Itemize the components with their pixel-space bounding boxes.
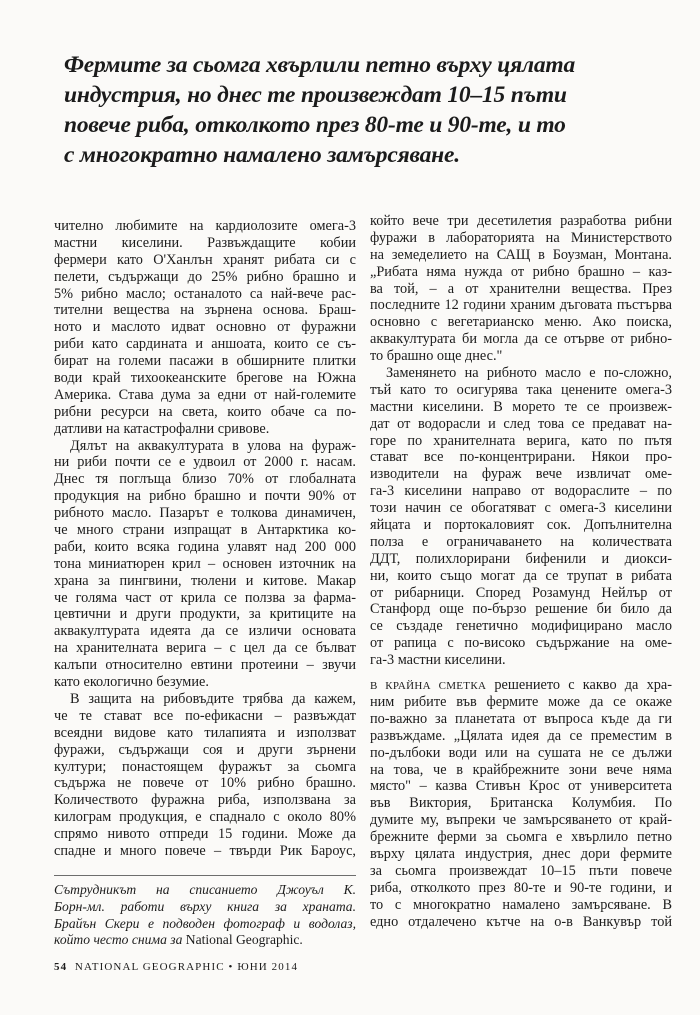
text-line: че голяма част от крила се ползва за фарма-: [54, 589, 356, 606]
text-line: мастни киселини. Развъждащите кобии: [54, 234, 356, 251]
text-line: мастни киселини. В морето те се произвеж-: [370, 398, 672, 415]
text-line: брежните ферми за сьомга е хвърлило петно: [370, 829, 672, 846]
text-line: върху цялата индустрия, днес дори фермите: [370, 845, 672, 862]
author-bio: [54, 875, 356, 949]
text-line: то брашно още днес.": [370, 348, 503, 365]
text-line: аквакултурата би могла да се отърве от рибно-: [370, 331, 672, 348]
bio-text: който често снима за: [54, 932, 186, 948]
text-line: Дялът на аквакултурата в улова на фураж-: [70, 437, 356, 454]
text-line: [370, 677, 672, 694]
text-line: който вече три десетилетия разработва рибни: [370, 213, 672, 229]
text-line: едно отдалечено кътче на о-в Ванкувър той: [370, 913, 672, 930]
text-line: пелети, съдържащи до 25% рибно брашно и: [54, 268, 356, 285]
text-line: място" – казва Стивън Крос от университета: [370, 778, 672, 795]
text-line: аквакултурата идеята да се изличи основата: [54, 623, 356, 640]
pull-quote: [64, 50, 594, 170]
text-line: спадне и много повече – твърди Рик Бароус,: [54, 842, 356, 859]
text-line: га-3 киселини направо от водораслите – по: [370, 483, 672, 500]
text-line: основно с вегетарианско меню. Ако поиска,: [370, 314, 672, 331]
text-line: то с многократно намалено замърсяване. В: [370, 896, 672, 913]
text-line: храна за пингвини, тюлени и китове. Макар: [54, 572, 356, 589]
text-line: фуражи в лабораторията на Министерството: [370, 229, 672, 246]
text-line: на това, че в крайбрежните зони вече няма: [370, 761, 672, 778]
text-line: В защита на рибовъдите трябва да кажем,: [70, 690, 356, 707]
left-paragraph-1: [54, 218, 356, 438]
text-line: всеядни видове като тилапията и използват: [54, 724, 356, 741]
right-column: [370, 213, 672, 930]
text-line: развъждаме. „Цялата идея да се преместим в: [370, 727, 672, 744]
left-paragraph-2: [54, 438, 356, 691]
text-line: по-дълбоки води или на сушата не се дължи: [370, 744, 672, 761]
text-line: ва той, – а от хранителни вещества. През: [370, 280, 672, 297]
text-line: на хранителната верига – с цел да се бълват: [54, 640, 356, 657]
text-line: от рибарници. Според Розамунд Нейлър от: [370, 584, 672, 601]
text-run: решението с какво да хра-: [486, 677, 672, 694]
text-line: Заменянето на рибното масло е по-сложно,: [386, 365, 672, 382]
bio-period: .: [299, 932, 303, 948]
text-line: риба, отколкото през 80-те и 90-те години, и: [370, 879, 672, 896]
text-line: думите му, въпреки че замърсяването от край-: [370, 812, 672, 829]
text-line: на земеделието на САЩ в Боузман, Монтана.: [370, 246, 672, 263]
pull-quote-line: повече риба, отколкото през 80-те и 90-те, и то: [64, 112, 566, 138]
pull-quote-line: с многократно намалено замърсяване.: [64, 142, 460, 168]
bio-line: [54, 932, 356, 949]
right-paragraph-1: [370, 213, 672, 365]
text-line: дат от водорасли и след това се предават на-: [370, 415, 672, 432]
pull-quote-line: Фермите за сьомга хвърлили петно върху цялата: [64, 52, 576, 78]
text-line: като екологично безумие.: [54, 674, 209, 691]
text-line: фуражи, съдържащи соя и други зърнени: [54, 741, 356, 758]
text-line: от рапица с по-високо съдържание на оме-: [370, 635, 672, 652]
text-line: продукция на рибно брашно и почти 90% от: [54, 488, 356, 505]
text-line: Количеството фуражна риба, използвана за: [54, 792, 356, 809]
text-line: га-3 мастни киселини.: [370, 652, 506, 669]
text-line: съдържа не повече от 10% рибно брашно.: [54, 775, 356, 792]
text-line: последните 12 години храним дъговата пъстърва: [370, 297, 672, 314]
text-line: за сьомга произвеждат 10–15 пъти повече: [370, 862, 672, 879]
text-line: ното и маслото идват основно от фуражни: [54, 319, 356, 336]
bio-line: Сътрудникът на списанието Джоуъл К.: [54, 882, 356, 897]
magazine-name: NATIONAL GEOGRAPHIC: [74, 961, 225, 973]
text-line: тителни вещества на зърнена основа. Браш-: [54, 302, 356, 319]
text-line: тона миниатюрен крил – основен източник на: [54, 555, 356, 572]
bio-line: Брайън Скери е подводен фотограф и водолаз,: [54, 915, 356, 931]
text-line: полза е ограничаването на количествата: [370, 533, 672, 550]
text-line: ни, които също могат да се трупат в рибата: [370, 567, 672, 584]
text-line: стават все по-концентрирани. Някои про-: [370, 449, 672, 466]
separator-bullet: •: [228, 961, 234, 973]
text-line: бират на големи пасажи в обширните плитки: [54, 353, 356, 370]
text-line: риби като сардината и аншоата, които се съ-: [54, 336, 356, 353]
text-line: Станфорд още по-бързо решение би било да: [370, 601, 672, 618]
text-line: че те стават все по-ефикасни – развъждат: [54, 707, 356, 724]
text-line: рибното масло. Пазарът е толкова динамичен,: [54, 505, 356, 522]
text-line: килограм продукция, е спаднало с около 80%: [54, 809, 356, 826]
text-line: чително любимите на кардиолозите омега-3: [54, 218, 356, 234]
text-line: цевтични и други продукти, за критиците на: [54, 606, 356, 623]
text-line: раби, които всяка година улавят над 200 000: [54, 538, 356, 555]
pull-quote-line: индустрия, но днес те произвеждат 10–15 пъти: [64, 82, 567, 108]
text-line: ни риби почти се е удвоил от 2000 г. насам.: [54, 454, 356, 471]
text-line: 5% рибно масло; останалото са най-вече рас-: [54, 285, 356, 302]
text-line: ДДТ, полихлорирани бифенили и диокси-: [370, 550, 672, 567]
text-line: яйцата и портокаловият сок. Допълнителна: [370, 517, 672, 534]
text-line: фермери като О'Ханлън хранят рибата си с: [54, 251, 356, 268]
text-line: спрямо нивото отпреди 15 години. Може да: [54, 826, 356, 843]
bio-magazine-name: National Geographic: [185, 932, 300, 948]
text-line: ним рибите във фермите може да се окаже: [370, 693, 672, 710]
text-line: Америка. Става дума за едни от най-големите: [54, 386, 356, 403]
section-break: [370, 669, 672, 677]
text-line: по-важно за планетата от въпроса къде да ги: [370, 710, 672, 727]
page-footer: [54, 961, 298, 973]
text-line: калъпи относително евтини протеини – звучи: [54, 657, 356, 674]
text-line: води край тихоокеанските брегове на Южна: [54, 370, 356, 387]
text-line: култури; понастоящем фуражът за сьомга: [54, 758, 356, 775]
text-line: горе по хранителната верига, като по пътя: [370, 432, 672, 449]
text-line: рибни ресурси на света, които обаче са по-: [54, 403, 356, 420]
right-paragraph-3: [370, 677, 672, 930]
text-line: датливи на катастрофални сривове.: [54, 420, 270, 437]
text-line: този начин се обогатяват с омега-3 киселини: [370, 500, 672, 517]
text-line: се създаде генетично модифицирано масло: [370, 618, 672, 635]
text-line: „Рибата няма нужда от рибно брашно – каз-: [370, 263, 672, 280]
text-line: Днес тя поглъща близо 70% от глобалната: [54, 471, 356, 488]
left-paragraph-3: [54, 691, 356, 860]
issue-date: ЮНИ 2014: [237, 961, 299, 973]
right-paragraph-2: [370, 365, 672, 669]
lead-in-caps: В КРАЙНА СМЕТКА: [370, 680, 487, 693]
page-number: 54: [54, 961, 68, 973]
left-column: [54, 218, 356, 860]
text-line: във Виктория, Британска Колумбия. По: [370, 795, 672, 812]
text-line: тъй като то осигурява така ценените омега-3: [370, 381, 672, 398]
bio-line: Борн-мл. работи върху книга за храната.: [54, 898, 356, 914]
text-line: изводители на фураж вече извличат оме-: [370, 466, 672, 483]
text-line: че много страни изпращат в Антарктика ко-: [54, 522, 356, 539]
